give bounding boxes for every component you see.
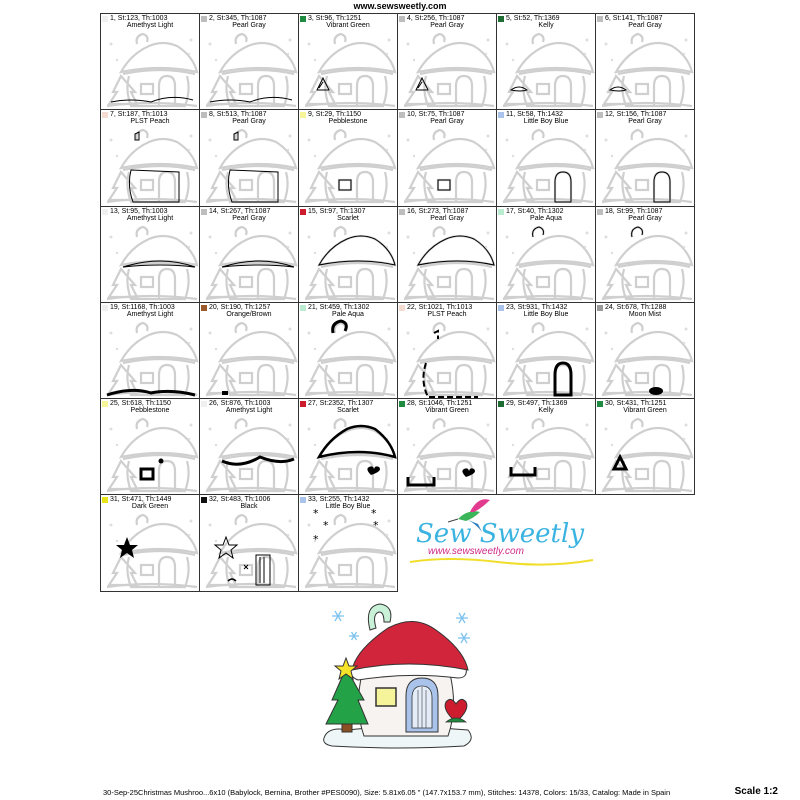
color-step-cell xyxy=(101,495,200,591)
thread-color-name: Pale Aqua xyxy=(332,310,364,318)
step-info: 23, St:931, Th:1432 xyxy=(506,303,568,311)
step-info: 13, St:95, Th:1003 xyxy=(110,207,168,215)
color-step-cell xyxy=(497,110,596,206)
color-step-cell xyxy=(200,495,299,591)
step-info: 19, St:1168, Th:1003 xyxy=(110,303,175,311)
color-step-cell xyxy=(497,303,596,399)
color-step-cell xyxy=(299,399,398,495)
color-step-cell xyxy=(200,14,299,110)
step-info: 31, St:471, Th:1449 xyxy=(110,496,172,504)
thread-color-name: Moon Mist xyxy=(628,310,662,318)
thread-color-name: Pearl Gray xyxy=(628,22,662,29)
thread-color-name: PLST Peach xyxy=(427,310,467,318)
svg-text:*: * xyxy=(313,533,319,547)
thread-color-name: Pearl Gray xyxy=(232,22,266,29)
step-info: 21, St:459, Th:1302 xyxy=(308,303,370,311)
thread-color-name: Dark Green xyxy=(131,503,169,511)
thread-color-name: Amethyst Light xyxy=(126,310,174,318)
logo-title: Sew Sweetly xyxy=(416,519,585,549)
color-step-cell xyxy=(398,110,497,206)
step-info: 29, St:497, Th:1369 xyxy=(506,400,568,408)
color-step-cell xyxy=(101,207,200,303)
color-step-cell xyxy=(101,110,200,206)
step-info: 20, St:190, Th:1257 xyxy=(209,303,271,311)
step-info: 10, St:75, Th:1087 xyxy=(407,111,465,119)
site-url: www.sewsweetly.com xyxy=(353,1,447,11)
thread-color-name: PLST Peach xyxy=(130,118,170,126)
color-step-cell xyxy=(299,303,398,399)
color-step-cell xyxy=(596,207,695,303)
step-info: 27, St:2352, Th:1307 xyxy=(308,400,374,408)
thread-color-name: Little Boy Blue xyxy=(523,310,569,318)
logo-swirl xyxy=(410,559,593,565)
thread-color-name: Pearl Gray xyxy=(430,214,464,222)
step-info: 24, St:678, Th:1288 xyxy=(605,303,667,311)
step-info: 22, St:1021, Th:1013 xyxy=(407,303,473,311)
step-info: 3, St:96, Th:1251 xyxy=(308,15,362,22)
color-step-cell xyxy=(299,495,398,591)
color-step-cell xyxy=(200,399,299,495)
svg-text:*: * xyxy=(323,519,329,533)
scale-label: Scale 1:2 xyxy=(734,786,778,797)
color-step-cell xyxy=(596,399,695,495)
thread-color-name: Pearl Gray xyxy=(232,118,266,126)
thread-color-name: Pale Aqua xyxy=(530,214,562,222)
step-info: 18, St:99, Th:1087 xyxy=(605,207,663,215)
step-info: 4, St:256, Th:1087 xyxy=(407,15,465,22)
thread-color-name: Little Boy Blue xyxy=(325,503,371,511)
color-step-cell xyxy=(497,207,596,303)
step-info: 6, St:141, Th:1087 xyxy=(605,15,663,22)
thread-color-name: Pearl Gray xyxy=(430,118,464,126)
svg-text:*: * xyxy=(373,519,379,533)
svg-text:*: * xyxy=(313,507,319,521)
thread-color-name: Kelly xyxy=(538,22,554,29)
step-info: 30, St:431, Th:1251 xyxy=(605,400,667,408)
step-info: 9, St:29, Th:1150 xyxy=(308,111,362,119)
color-step-cell xyxy=(596,14,695,110)
step-info: 15, St:97, Th:1307 xyxy=(308,207,366,215)
step-info: 1, St:123, Th:1003 xyxy=(110,15,168,22)
color-step-cell xyxy=(101,14,200,110)
color-step-cell xyxy=(200,303,299,399)
tree-trunk xyxy=(342,724,352,732)
thread-color-name: Orange/Brown xyxy=(226,310,272,318)
step-info: 5, St:52, Th:1369 xyxy=(506,15,560,22)
thread-color-name: Kelly xyxy=(538,407,554,415)
thread-color-name: Vibrant Green xyxy=(425,407,469,415)
step-info: 2, St:345, Th:1087 xyxy=(209,15,267,22)
window-shape xyxy=(376,688,396,706)
step-info: 8, St:513, Th:1087 xyxy=(209,111,267,119)
thread-color-name: Pebblestone xyxy=(130,407,170,415)
thread-color-name: Pearl Gray xyxy=(628,118,662,126)
step-info: 25, St:618, Th:1150 xyxy=(110,400,171,408)
thread-color-name: Scarlet xyxy=(337,214,359,222)
color-step-grid xyxy=(100,13,695,592)
step-info: 7, St:187, Th:1013 xyxy=(110,111,168,119)
step-info: 33, St:255, Th:1432 xyxy=(308,496,370,504)
color-step-cell xyxy=(299,110,398,206)
thread-color-name: Pearl Gray xyxy=(232,214,266,222)
color-step-cell xyxy=(299,207,398,303)
thread-color-name: Pebblestone xyxy=(328,118,368,126)
design-info-footer: 30-Sep-25Christmas Mushroo...6x10 (Babylock, Bernina, Brother #PES0090), Size: 5.81x6.05 " (147.7x153.7 mm), Stitches: 14378, Colors: 15/33, Catalog: Made in Spain xyxy=(103,788,671,797)
color-step-cell xyxy=(398,14,497,110)
thread-color-name: Black xyxy=(240,503,258,511)
step-info: 14, St:267, Th:1087 xyxy=(209,207,271,215)
chimney-shape xyxy=(368,604,391,630)
thread-color-name: Pearl Gray xyxy=(628,214,662,222)
color-step-cell xyxy=(596,110,695,206)
color-step-cell xyxy=(200,207,299,303)
color-step-cell xyxy=(101,303,200,399)
color-step-cell xyxy=(200,110,299,206)
sew-sweetly-logo xyxy=(408,494,598,574)
color-step-cell xyxy=(398,399,497,495)
step-info: 32, St:483, Th:1006 xyxy=(209,496,271,504)
step-info: 26, St:876, Th:1003 xyxy=(209,400,271,408)
thread-color-name: Pearl Gray xyxy=(430,22,464,29)
step-info: 16, St:273, Th:1087 xyxy=(407,207,469,215)
color-step-cell xyxy=(497,399,596,495)
thread-color-name: Vibrant Green xyxy=(326,22,370,29)
design-preview xyxy=(318,598,478,758)
thread-color-name: Scarlet xyxy=(337,407,359,415)
thread-color-name: Vibrant Green xyxy=(623,407,667,415)
thread-color-name: Amethyst Light xyxy=(126,214,174,222)
color-step-cell xyxy=(398,207,497,303)
color-step-cell xyxy=(398,303,497,399)
step-info: 12, St:156, Th:1087 xyxy=(605,111,667,119)
step-info: 28, St:1046, Th:1251 xyxy=(407,400,473,408)
color-step-cell xyxy=(596,303,695,399)
step-info: 11, St:58, Th:1432 xyxy=(506,111,563,119)
color-step-cell xyxy=(299,14,398,110)
thread-color-name: Amethyst Light xyxy=(126,22,174,29)
svg-text:*: * xyxy=(371,507,377,521)
thread-color-name: Little Boy Blue xyxy=(523,118,569,126)
color-step-cell xyxy=(497,14,596,110)
step-info: 17, St:40, Th:1302 xyxy=(506,207,564,215)
color-step-cell xyxy=(101,399,200,495)
thread-color-name: Amethyst Light xyxy=(225,407,273,415)
logo-url: www.sewsweetly.com xyxy=(428,546,524,557)
